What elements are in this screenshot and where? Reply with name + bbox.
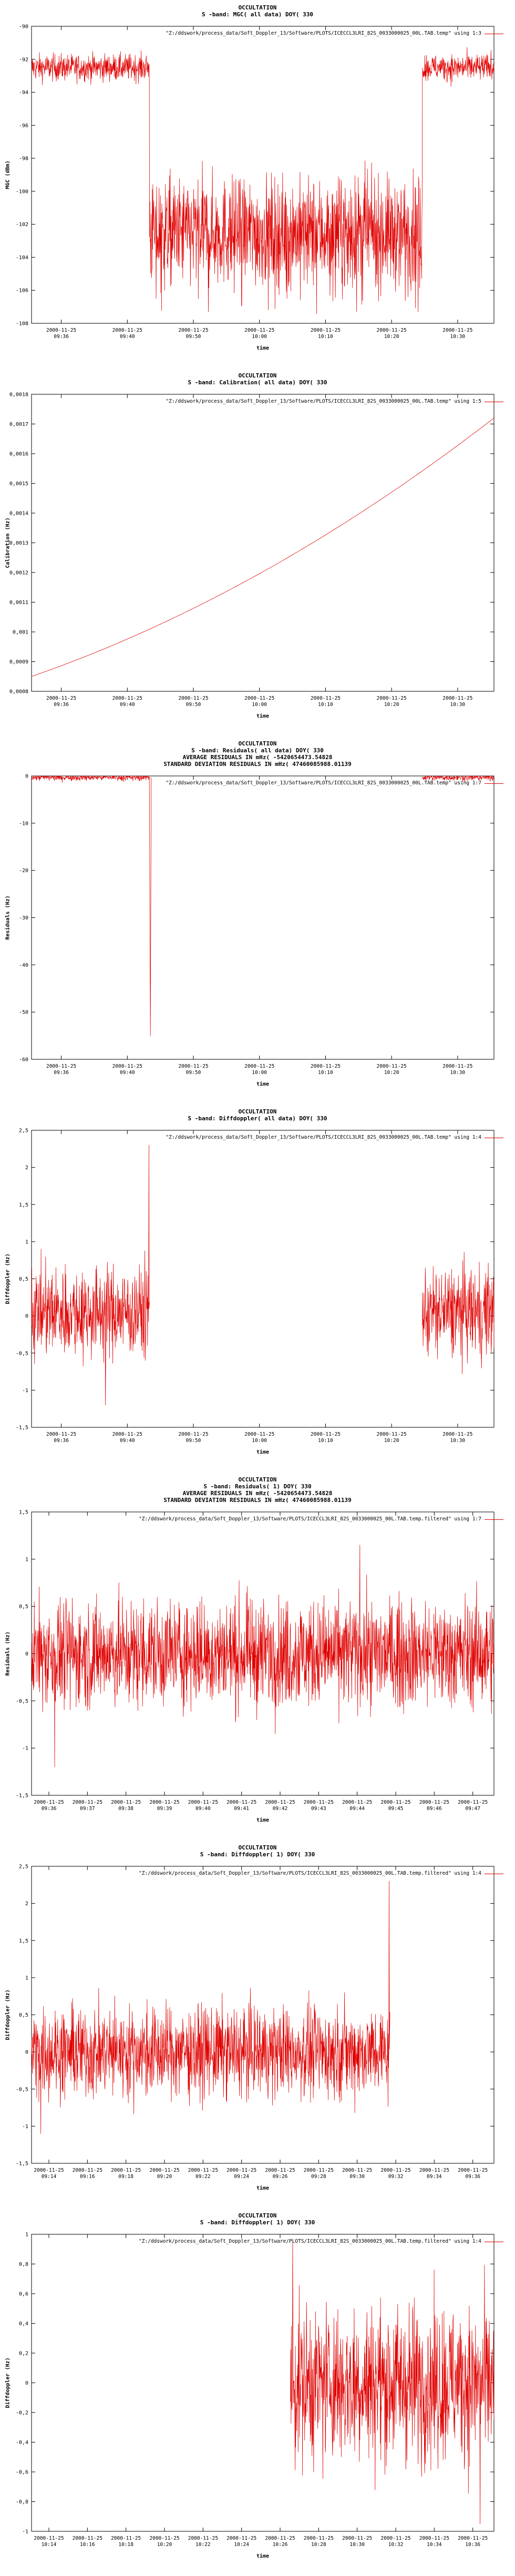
chart-title-line: S -band: Diffdoppler( 1) DOY( 330 [200,2219,315,2226]
y-tick-label: 1 [25,1239,28,1245]
x-tick-label: 2000-11-25 [442,328,473,333]
chart-svg [0,2208,515,2576]
x-tick-label: 09:44 [349,1806,365,1812]
x-tick-label: 10:00 [252,1070,267,1076]
x-tick-label: 2000-11-25 [310,696,341,701]
x-tick-label: 2000-11-25 [188,1800,218,1805]
x-axis-label: time [256,713,270,719]
x-tick-label: 09:28 [311,2174,326,2180]
y-tick-label: 0,8 [18,2262,28,2267]
y-tick-label: -0,2 [15,2410,28,2416]
x-tick-label: 2000-11-25 [111,1800,141,1805]
series-line [291,2242,494,2524]
y-tick-label: 0,0008 [9,689,28,695]
x-tick-label: 09:50 [186,1070,201,1076]
y-tick-label: -0,4 [15,2440,28,2446]
y-tick-label: 0,0012 [9,570,28,576]
y-axis-label [1,133,15,217]
chart-svg [0,1840,515,2208]
x-tick-label: 10:10 [318,1070,333,1076]
legend [139,1870,503,1877]
chart-title-line: S -band: Diffdoppler( all data) DOY( 330 [188,1115,327,1122]
x-tick-label: 10:20 [384,702,399,708]
chart-title-line: OCCULTATION [238,372,277,379]
x-tick-label: 2000-11-25 [46,696,77,701]
x-tick-label: 2000-11-25 [265,2536,295,2541]
y-tick-label: -1 [22,2123,28,2130]
chart-title-line: S -band: Calibration( all data) DOY( 330 [188,379,327,386]
y-tick-label: -1 [22,1387,28,1394]
x-tick-label: 09:46 [427,1806,442,1812]
legend-label: "Z:/ddswork/process_data/Soft_Doppler_13/Software/PLOTS/ICECCL3LRI_82S_0033000025_00L.TAB.temp" using 1:7 [166,780,481,786]
legend-swatch [485,783,503,784]
series-line [32,47,494,313]
y-tick-label: -90 [18,24,28,30]
y-tick-label: 0,0014 [9,510,28,517]
y-tick-label: 2,5 [18,1864,28,1870]
x-tick-label: 2000-11-25 [34,1800,64,1805]
x-tick-label: 2000-11-25 [442,696,473,701]
chart-6 [0,1840,515,2208]
x-tick-label: 10:30 [349,2542,365,2548]
y-tick-label: 0 [25,1313,28,1320]
x-tick-label: 2000-11-25 [34,2168,64,2173]
y-tick-label: 2,5 [18,1128,28,1134]
y-tick-label: 2 [25,1901,28,1907]
chart-title-line: AVERAGE RESIDUALS IN mHz( -5420654473.54828 [182,1490,333,1497]
x-tick-label: 10:20 [384,1070,399,1076]
x-tick-label: 2000-11-25 [380,2536,411,2541]
x-tick-label: 2000-11-25 [46,328,77,333]
x-tick-label: 2000-11-25 [310,1064,341,1069]
x-tick-label: 09:41 [234,1806,249,1812]
chart-title-line: AVERAGE RESIDUALS IN mHz( -5420654473.54828 [182,754,333,761]
chart-7 [0,2208,515,2576]
y-tick-label: -1,5 [15,2161,28,2167]
y-tick-label: -0,5 [15,2087,28,2093]
x-tick-label: 2000-11-25 [244,328,275,333]
x-tick-label: 2000-11-25 [342,2536,373,2541]
x-tick-label: 10:00 [252,334,267,340]
x-axis-label: time [256,2185,270,2191]
x-tick-label: 2000-11-25 [112,1064,142,1069]
y-axis-label-text: Diffdoppler (Hz) [5,2357,11,2408]
x-tick-label: 10:10 [318,702,333,708]
y-tick-label: -0,5 [15,1351,28,1357]
x-tick-label: 2000-11-25 [303,2168,334,2173]
x-tick-label: 09:38 [118,1806,133,1812]
x-tick-label: 2000-11-25 [149,1800,180,1805]
x-tick-label: 2000-11-25 [376,1432,407,1437]
y-tick-label: 0,5 [18,2012,28,2018]
x-tick-label: 09:40 [119,1070,135,1076]
x-tick-label: 09:43 [311,1806,326,1812]
chart-title-line: S -band: Diffdoppler( 1) DOY( 330 [200,1851,315,1858]
x-tick-label: 2000-11-25 [188,2536,218,2541]
chart-2 [0,368,515,736]
series-line [32,418,494,677]
y-tick-label: -96 [18,122,28,129]
x-tick-label: 2000-11-25 [72,2168,102,2173]
x-tick-label: 10:26 [272,2542,288,2548]
x-tick-label: 2000-11-25 [442,1064,473,1069]
x-tick-label: 2000-11-25 [303,1800,334,1805]
legend-label: "Z:/ddswork/process_data/Soft_Doppler_13/Software/PLOTS/ICECCL3LRI_82S_0033000025_00L.TAB.temp.filtered" using 1:4 [138,2238,481,2244]
x-tick-label: 2000-11-25 [265,1800,295,1805]
y-axis-label-text: Diffdoppler (Hz) [5,1989,11,2040]
y-axis-label [1,501,15,585]
series-line [32,1145,494,1405]
y-tick-label: -106 [15,288,28,294]
x-tick-label: 2000-11-25 [34,2536,64,2541]
chart-4 [0,1104,515,1472]
x-tick-label: 09:40 [119,1438,135,1444]
x-tick-label: 09:47 [465,1806,480,1812]
chart-3 [0,736,515,1104]
x-axis-label: time [256,1817,270,1823]
y-tick-label: -98 [18,156,28,162]
y-tick-label: -100 [15,189,28,195]
x-tick-label: 2000-11-25 [419,2168,449,2173]
y-tick-label: -0,6 [15,2469,28,2476]
x-tick-label: 09:20 [157,2174,172,2180]
x-tick-label: 2000-11-25 [46,1064,77,1069]
legend [166,780,503,786]
chart-title-line: S -band: Residuals( all data) DOY( 330 [191,747,324,754]
y-tick-label: -20 [18,868,28,874]
x-tick-label: 2000-11-25 [178,1064,209,1069]
x-tick-label: 2000-11-25 [458,1800,488,1805]
chart-title-line: OCCULTATION [238,740,277,747]
y-tick-label: 0,5 [18,1604,28,1610]
chart-title-line: OCCULTATION [238,1476,277,1483]
y-tick-label: 0,0009 [9,659,28,665]
y-tick-label: -50 [18,1009,28,1016]
legend-swatch [485,1519,503,1520]
x-tick-label: 2000-11-25 [226,2168,257,2173]
y-tick-label: 0,0016 [9,451,28,457]
x-tick-label: 10:00 [252,1438,267,1444]
y-tick-label: 1 [25,1975,28,1981]
y-tick-label: 0,2 [18,2350,28,2357]
y-tick-label: 2 [25,1165,28,1171]
y-axis-label [1,1973,15,2057]
y-tick-label: -0,8 [15,2499,28,2505]
y-tick-label: -92 [18,57,28,63]
x-tick-label: 09:40 [119,334,135,340]
x-tick-label: 2000-11-25 [376,1064,407,1069]
y-tick-label: -1 [22,1745,28,1752]
x-tick-label: 10:18 [118,2542,133,2548]
y-tick-label: -102 [15,222,28,228]
chart-title-line: STANDARD DEVIATION RESIDUALS IN mHz( 47460085988.01139 [163,761,352,768]
y-tick-label: -108 [15,321,28,327]
x-tick-label: 2000-11-25 [458,2536,488,2541]
x-tick-label: 10:34 [427,2542,442,2548]
x-tick-label: 2000-11-25 [419,2536,449,2541]
y-tick-label: 0,6 [18,2291,28,2297]
x-tick-label: 2000-11-25 [376,328,407,333]
chart-5 [0,1472,515,1840]
y-tick-label: 0 [25,1651,28,1657]
legend [166,30,503,37]
y-tick-label: 0,001 [12,629,28,636]
x-tick-label: 2000-11-25 [112,328,142,333]
x-tick-label: 09:45 [388,1806,404,1812]
legend [139,2238,503,2245]
x-tick-label: 2000-11-25 [342,2168,373,2173]
x-tick-label: 09:26 [272,2174,288,2180]
x-tick-label: 10:36 [465,2542,480,2548]
chart-svg [0,1104,515,1472]
chart-1 [0,0,515,368]
x-tick-label: 09:36 [54,334,69,340]
x-tick-label: 10:16 [80,2542,95,2548]
x-tick-label: 09:40 [119,702,135,708]
chart-svg [0,1472,515,1840]
x-tick-label: 09:30 [349,2174,365,2180]
x-tick-label: 10:20 [384,334,399,340]
plot-frame [32,394,494,691]
x-tick-label: 2000-11-25 [178,1432,209,1437]
x-tick-label: 2000-11-25 [149,2536,180,2541]
x-axis-label: time [256,1449,270,1455]
legend-label: "Z:/ddswork/process_data/Soft_Doppler_13/Software/PLOTS/ICECCL3LRI_82S_0033000025_00L.TAB.temp" using 1:4 [166,1134,481,1140]
x-tick-label: 2000-11-25 [112,1432,142,1437]
plot-frame [32,2234,494,2531]
x-axis-label: time [256,1081,270,1087]
y-tick-label: -30 [18,915,28,921]
y-axis-label [1,1612,15,1696]
y-tick-label: 0 [25,2380,28,2386]
x-tick-label: 09:50 [186,334,201,340]
x-tick-label: 09:24 [234,2174,249,2180]
x-tick-label: 2000-11-25 [380,2168,411,2173]
y-tick-label: 1,5 [18,1938,28,1944]
y-tick-label: 0,0015 [9,481,28,487]
legend-label: "Z:/ddswork/process_data/Soft_Doppler_13/Software/PLOTS/ICECCL3LRI_82S_0033000025_00L.TAB.temp" using 1:5 [166,398,481,404]
x-tick-label: 09:36 [465,2174,480,2180]
legend-label: "Z:/ddswork/process_data/Soft_Doppler_13/Software/PLOTS/ICECCL3LRI_82S_0033000025_00L.TAB.temp" using 1:3 [166,30,481,36]
x-tick-label: 2000-11-25 [178,328,209,333]
y-axis-label-text: MGC (dBm) [5,160,11,189]
x-tick-label: 2000-11-25 [458,2168,488,2173]
y-axis-label-text: Diffdoppler (Hz) [5,1253,11,1304]
y-axis-label [1,1237,15,1321]
x-tick-label: 2000-11-25 [111,2536,141,2541]
legend [166,398,503,405]
chart-title-line: OCCULTATION [238,1844,277,1851]
x-tick-label: 2000-11-25 [72,2536,102,2541]
y-tick-label: -60 [18,1057,28,1063]
y-tick-label: 0 [25,773,28,780]
y-tick-label: -40 [18,962,28,968]
y-tick-label: 1,5 [18,1509,28,1516]
x-tick-label: 10:00 [252,702,267,708]
y-tick-label: -0,5 [15,1698,28,1704]
legend [139,1516,503,1522]
x-tick-label: 10:20 [384,1438,399,1444]
x-tick-label: 2000-11-25 [303,2536,334,2541]
series-line [32,1545,494,1767]
x-tick-label: 2000-11-25 [226,2536,257,2541]
chart-svg [0,368,515,736]
x-tick-label: 10:30 [450,702,466,708]
x-tick-label: 2000-11-25 [376,696,407,701]
x-tick-label: 10:24 [234,2542,249,2548]
y-tick-label: 0,0013 [9,540,28,546]
y-tick-label: 0,4 [18,2321,28,2327]
x-tick-label: 2000-11-25 [342,1800,373,1805]
legend-label: "Z:/ddswork/process_data/Soft_Doppler_13/Software/PLOTS/ICECCL3LRI_82S_0033000025_00L.TAB.temp.filtered" using 1:4 [138,1870,481,1876]
x-tick-label: 09:18 [118,2174,133,2180]
chart-title-line: OCCULTATION [238,4,277,11]
x-tick-label: 2000-11-25 [178,696,209,701]
chart-svg [0,736,515,1104]
x-tick-label: 09:22 [195,2174,211,2180]
x-tick-label: 09:36 [41,1806,57,1812]
plot-frame [32,1866,494,2163]
y-axis-label-text: Calibration (Hz) [5,517,11,568]
y-tick-label: -1,5 [15,1425,28,1431]
x-tick-label: 09:36 [54,702,69,708]
chart-svg [0,0,515,368]
plot-frame [32,776,494,1059]
y-tick-label: -104 [15,254,28,261]
y-tick-label: 0 [25,2049,28,2056]
x-tick-label: 10:10 [318,1438,333,1444]
x-tick-label: 2000-11-25 [419,1800,449,1805]
x-tick-label: 09:50 [186,1438,201,1444]
x-tick-label: 2000-11-25 [442,1432,473,1437]
chart-title-line: OCCULTATION [238,1108,277,1115]
x-tick-label: 09:36 [54,1070,69,1076]
x-tick-label: 10:10 [318,334,333,340]
legend [166,1134,503,1141]
x-tick-label: 09:34 [427,2174,442,2180]
x-axis-label: time [256,2553,270,2559]
y-axis-label [1,2341,15,2425]
x-tick-label: 09:50 [186,702,201,708]
y-tick-label: 0,5 [18,1276,28,1282]
y-tick-label: 0,0017 [9,422,28,427]
chart-title-line: STANDARD DEVIATION RESIDUALS IN mHz( 47460085988.01139 [163,1497,352,1504]
x-tick-label: 10:32 [388,2542,404,2548]
x-tick-label: 2000-11-25 [46,1432,77,1437]
x-tick-label: 09:42 [272,1806,288,1812]
x-tick-label: 09:36 [54,1438,69,1444]
x-tick-label: 2000-11-25 [188,2168,218,2173]
series-line [32,776,494,1036]
x-tick-label: 09:32 [388,2174,404,2180]
x-tick-label: 2000-11-25 [265,2168,295,2173]
x-tick-label: 2000-11-25 [310,1432,341,1437]
x-tick-label: 09:39 [157,1806,172,1812]
chart-title-line: S -band: Residuals( 1) DOY( 330 [203,1483,312,1490]
x-tick-label: 2000-11-25 [380,1800,411,1805]
y-axis-label-text: Residuals (Hz) [5,895,11,940]
x-tick-label: 2000-11-25 [244,1432,275,1437]
plot-frame [32,1130,494,1427]
y-tick-label: -94 [18,90,28,96]
y-tick-label: -10 [18,821,28,827]
x-tick-label: 2000-11-25 [310,328,341,333]
x-tick-label: 09:14 [41,2174,57,2180]
x-tick-label: 2000-11-25 [244,1064,275,1069]
x-tick-label: 10:28 [311,2542,326,2548]
x-tick-label: 10:30 [450,1070,466,1076]
x-axis-label: time [256,345,270,351]
y-tick-label: 0,0018 [9,392,28,398]
x-tick-label: 09:40 [195,1806,211,1812]
x-tick-label: 10:30 [450,1438,466,1444]
y-tick-label: 1 [25,2232,28,2238]
y-tick-label: 1,5 [18,1202,28,1208]
y-axis-label [1,876,15,960]
x-tick-label: 10:30 [450,334,466,340]
x-tick-label: 09:16 [80,2174,95,2180]
x-tick-label: 2000-11-25 [226,1800,257,1805]
chart-title-line: S -band: MGC( all data) DOY( 330 [202,11,313,18]
chart-title-line: OCCULTATION [238,2212,277,2219]
x-tick-label: 09:37 [80,1806,95,1812]
y-tick-label: 1 [25,1557,28,1563]
y-tick-label: 0,0011 [9,600,28,606]
y-axis-label-text: Residuals (Hz) [5,1631,11,1676]
x-tick-label: 2000-11-25 [149,2168,180,2173]
y-tick-label: -1,5 [15,1793,28,1799]
x-tick-label: 10:14 [41,2542,57,2548]
x-tick-label: 10:20 [157,2542,172,2548]
x-tick-label: 10:22 [195,2542,211,2548]
x-tick-label: 2000-11-25 [72,1800,102,1805]
y-tick-label: -1 [22,2529,28,2535]
x-tick-label: 2000-11-25 [111,2168,141,2173]
x-tick-label: 2000-11-25 [112,696,142,701]
x-tick-label: 2000-11-25 [244,696,275,701]
series-line [32,1881,390,2133]
legend-label: "Z:/ddswork/process_data/Soft_Doppler_13/Software/PLOTS/ICECCL3LRI_82S_0033000025_00L.TAB.temp.filtered" using 1:7 [138,1516,481,1522]
